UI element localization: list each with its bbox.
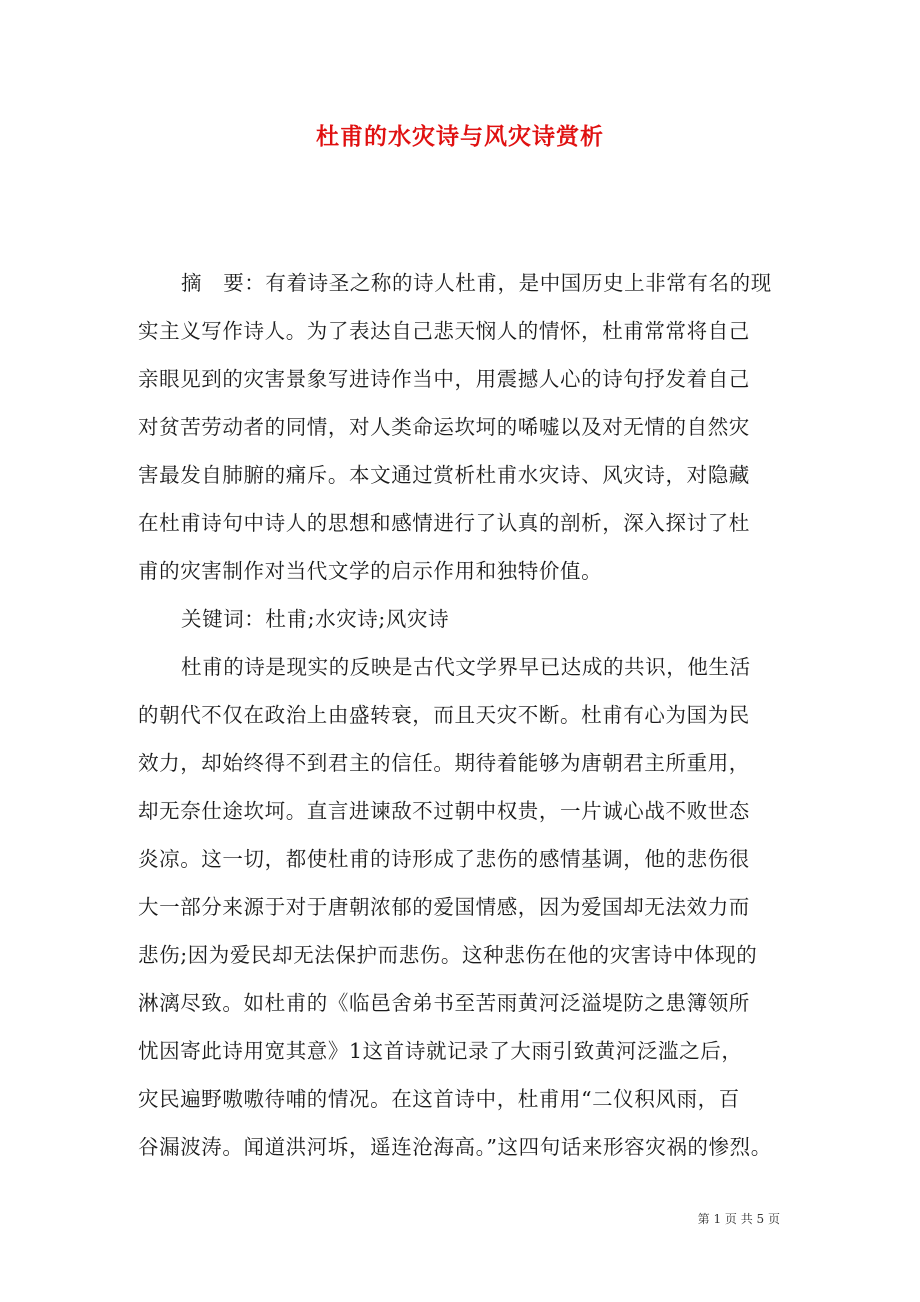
text-line: 悲伤;因为爱民却无法保护而悲伤。这种悲伤在他的灾害诗中体现的 — [138, 943, 758, 967]
page-title: 杜甫的水灾诗与风灾诗赏析 — [316, 123, 604, 150]
text-line: 对贫苦劳动者的同情，对人类命运坎坷的唏嘘以及对无情的自然灾 — [138, 415, 750, 439]
page-number: 第 1 页 共 5 页 — [697, 1212, 780, 1226]
text-line: 大一部分来源于对于唐朝浓郁的爱国情感，因为爱国却无法效力而 — [138, 895, 750, 919]
text-line: 害最发自肺腑的痛斥。本文通过赏析杜甫水灾诗、风灾诗，对隐藏 — [138, 463, 750, 487]
text-line: 甫的灾害制作对当代文学的启示作用和独特价值。 — [138, 559, 603, 583]
text-line: 灾民遍野嗷嗷待哺的情况。在这首诗中，杜甫用“二仪积风雨，百 — [138, 1087, 740, 1111]
text-line: 关键词：杜甫;水灾诗;风灾诗 — [181, 607, 450, 631]
text-line: 炎凉。这一切，都使杜甫的诗形成了悲伤的感情基调，他的悲伤很 — [138, 847, 750, 871]
text-line: 摘 要：有着诗圣之称的诗人杜甫，是中国历史上非常有名的现 — [181, 271, 772, 295]
text-line: 杜甫的诗是现实的反映是古代文学界早已达成的共识，他生活 — [181, 655, 751, 679]
text-line: 的朝代不仅在政治上由盛转衰，而且天灾不断。杜甫有心为国为民 — [138, 703, 750, 727]
text-line: 亲眼见到的灾害景象写进诗作当中，用震撼人心的诗句抒发着自己 — [138, 367, 750, 391]
text-line: 淋漓尽致。如杜甫的《临邑舍弟书至苦雨黄河泛溢堤防之患簿领所 — [138, 991, 750, 1015]
text-line: 实主义写作诗人。为了表达自己悲天悯人的情怀，杜甫常常将自己 — [138, 319, 750, 343]
text-line: 却无奈仕途坎坷。直言进谏敌不过朝中权贵，一片诚心战不败世态 — [138, 799, 750, 823]
text-line: 效力，却始终得不到君主的信任。期待着能够为唐朝君主所重用， — [138, 751, 750, 775]
text-line: 在杜甫诗句中诗人的思想和感情进行了认真的剖析，深入探讨了杜 — [138, 511, 750, 535]
text-line: 谷漏波涛。闻道洪河坼，遥连沧海高。”这四句话来形容灾祸的惨烈。 — [138, 1135, 772, 1159]
text-line: 忧因寄此诗用宽其意》1这首诗就记录了大雨引致黄河泛滥之后， — [138, 1039, 743, 1063]
document-body — [138, 259, 788, 1171]
